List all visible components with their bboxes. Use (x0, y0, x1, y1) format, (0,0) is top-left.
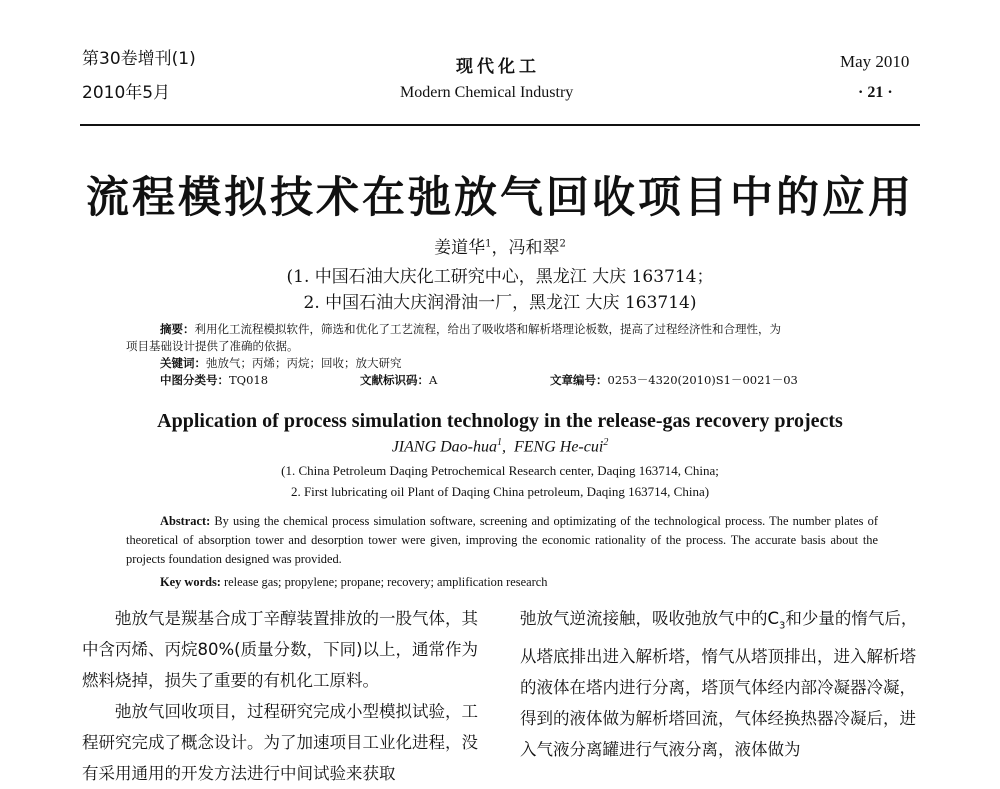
body-left-paragraph-1: 弛放气是羰基合成丁辛醇装置排放的一股气体，其中含丙烯、丙烷80%(质量分数，下同)以上，通常作为燃料烧掉，损失了重要的有机化工原料。 (82, 609, 479, 690)
article-value: 0253－4320(2010)S1－0021－03 (607, 373, 798, 387)
author-2-affil-zh: 2 (559, 238, 566, 250)
affiliation-en-2: 2. First lubricating oil Plant of Daqing China petroleum, Daqing 163714, China) (290, 484, 710, 499)
author-1-zh: 姜道华 (434, 238, 486, 258)
article-number (550, 372, 798, 389)
header-volume: 第30卷增刊(1) (82, 49, 196, 69)
header-date: 2010年5月 (82, 83, 171, 103)
abstract-en (126, 512, 878, 569)
body-right-subscript: 3 (779, 620, 786, 632)
header-rule (80, 124, 920, 126)
abstract-zh-text-1: 利用化工流程模拟软件，筛选和优化了工艺流程，给出了吸收塔和解析塔理论板数，提高了过程经济性和合理性，为 (194, 322, 781, 336)
keywords-en (160, 575, 547, 590)
author-sep-zh: ， (491, 238, 509, 258)
author-2-affil-en: 2 (603, 437, 609, 448)
paper-title-zh: 流程模拟技术在弛放气回收项目中的应用 (86, 173, 914, 223)
keywords-zh-label: 关键词： (160, 356, 206, 370)
authors-en (0, 437, 1000, 456)
header-month: May 2010 (840, 52, 910, 71)
abstract-en-text: By using the chemical process simulation software, screening and optimizating of the technological process. The number plates of theoretical of absorption tower and desorption tower were given, improving the economic rationality of the process. The accurate basis about the projects foundation designed was provided. (126, 514, 878, 566)
body-left-column (82, 603, 486, 789)
abstract-en-label: Abstract: (160, 514, 211, 528)
body-right-text-post: 和少量的惰气后，从塔底排出进入解析塔，惰气从塔顶排出，进入解析塔的液体在塔内进行分离，塔顶气体经内部冷凝器冷凝，得到的液体做为解析塔回流，气体经换热器冷凝后，进入气液分离罐进行气液分离，液体做为 (520, 609, 918, 760)
author-2-en: FENG He-cui (514, 438, 604, 456)
abstract-zh-line-1 (160, 321, 781, 338)
article-label: 文章编号： (550, 373, 608, 387)
header-journal-en: Modern Chemical Industry (400, 84, 574, 101)
clc-number (160, 372, 268, 389)
abstract-zh-line-2: 项目基础设计提供了准确的依据。 (126, 339, 299, 353)
keywords-en-label: Key words: (160, 575, 221, 589)
abstract-zh-label: 摘要： (160, 322, 195, 336)
authors-zh (0, 233, 1000, 258)
doccode-value: A (429, 373, 438, 387)
affiliation-en-1: (1. China Petroleum Daqing Petrochemical Research center, Daqing 163714, China; (281, 463, 719, 478)
keywords-en-text: release gas; propylene; propane; recovery; amplification research (224, 575, 548, 589)
affiliation-zh-1: (1. 中国石油大庆化工研究中心，黑龙江 大庆 163714； (286, 267, 714, 287)
doccode-label: 文献标识码： (360, 373, 429, 387)
body-right-column (520, 603, 924, 765)
body-right-text-pre: 弛放气逆流接触，吸收弛放气中的C (520, 609, 780, 628)
header-page-number: · 21 · (858, 84, 893, 101)
affiliation-zh-2: 2. 中国石油大庆润滑油一厂，黑龙江 大庆 163714) (303, 293, 697, 313)
author-1-affil-zh: 1 (485, 238, 492, 250)
body-left-paragraph-2: 弛放气回收项目，过程研究完成小型模拟试验，工程研究完成了概念设计。为了加速项目工业化进程，没有采用通用的开发方法进行中间试验来获取 (82, 702, 478, 783)
keywords-zh (160, 355, 402, 372)
author-2-zh: 冯和翠 (508, 238, 560, 258)
paper-title-en: Application of process simulation technology in the release-gas recovery projects (157, 410, 843, 432)
document-code (360, 372, 437, 389)
author-1-en: JIANG Dao-hua (391, 438, 497, 456)
clc-value: TQ018 (229, 373, 269, 387)
body-right-paragraph (520, 603, 924, 765)
header-journal-zh: 现代化工 (456, 57, 540, 77)
keywords-zh-text: 弛放气；丙烯；丙烷；回收；放大研究 (206, 356, 402, 370)
author-sep-en: , (502, 438, 514, 456)
clc-label: 中图分类号： (160, 373, 229, 387)
author-1-affil-en: 1 (497, 437, 502, 448)
